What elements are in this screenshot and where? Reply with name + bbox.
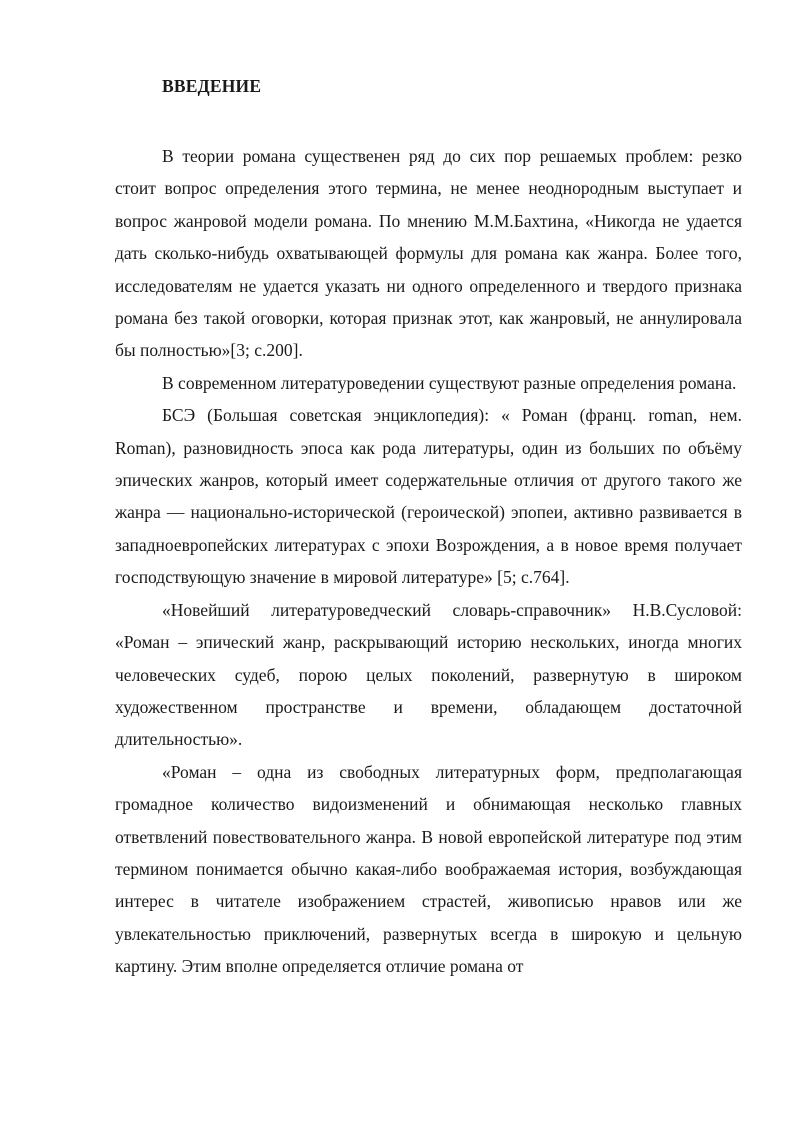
paragraph-bse: БСЭ (Большая советская энциклопедия): « Роман (франц. roman, нем. Roman), разновидность эпоса как рода литературы, один из больших по объёму эпических жанров, который имеет содержательные отличия от другого такого же жанра — национально-исторической (героической) эпопеи, активно развивается в западноевропейских литературах с эпохи Возрождения, а в новое время получает господствующую значение в мировой литературе» [5; с.764]. [115,405,742,588]
page-title: ВВЕДЕНИЕ [162,76,262,96]
paragraph-intro: В теории романа существенен ряд до сих пор решаемых проблем: резко стоит вопрос определения этого термина, не менее неоднородным выступает и вопрос жанровой модели романа. По мнению М.М.Бахтина, «Никогда не удается дать сколько-нибудь охватывающей формулы для романа как жанра. Более того, исследователям не удается указать ни одного определенного и твердого признака романа без такой оговорки, которая признак этот, как жанровый, не аннулировала бы полностью»[3; с.200]. [115,146,742,361]
paragraph-definitions: В современном литературоведении существуют разные определения романа. [162,372,737,393]
document-body [115,140,742,983]
paragraph-roman-form: «Роман – одна из свободных литературных форм, предполагающая громадное количество видоизменений и обнимающая несколько главных ответвлений повествовательного жанра. В новой европейской литературе под этим термином понимается обычно какая-либо воображаемая история, возбуждающая интерес в читателе изображением страстей, живописью нравов или же увлекательностью приключений, развернутых всегда в широкую и цельную картину. Этим вполне определяется отличие романа от [115,761,742,977]
paragraph-suslova: «Новейший литературоведческий словарь-справочник» Н.В.Сусловой: «Роман – эпический жанр, раскрывающий историю нескольких, иногда многих человеческих судеб, порою целых поколений, развернутую в широком художественном пространстве и времени, обладающем достаточной длительностью». [115,599,742,750]
